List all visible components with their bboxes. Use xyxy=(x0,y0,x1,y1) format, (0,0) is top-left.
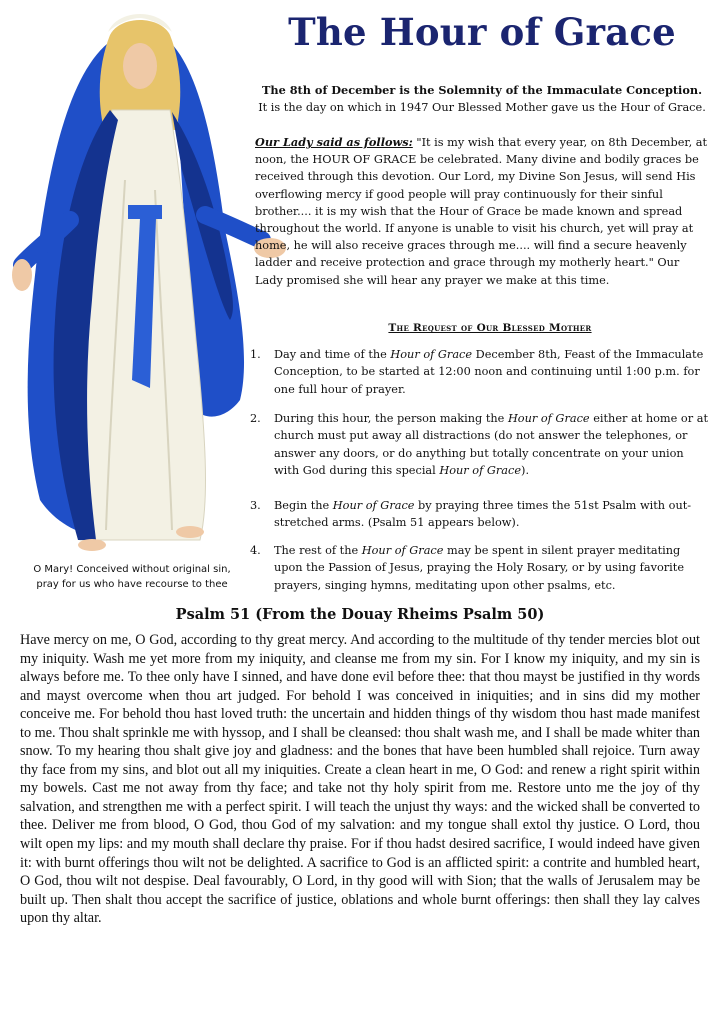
face xyxy=(123,43,157,89)
request-item-number: 2. xyxy=(250,412,261,425)
right-foot xyxy=(176,526,204,538)
psalm-heading: Psalm 51 (From the Douay Rheims Psalm 50) xyxy=(175,606,545,623)
our-lady-quote xyxy=(255,134,710,289)
blue-sash xyxy=(128,205,162,219)
psalm-text: Have mercy on me, O God, according to thy great mercy. And according to the multitude of thy tender mercies blot out my iniquity. Wash me yet more from my iniquity, and cleanse me from my sin. For I know my iniquity, and my sin is always before me. To thee only have I sinned, and have done evil before thee: that thou mayst be justified in thy words and mayst overcome when thou art judged. For behold I was conceived in iniquities; and in sins did my mother conceive me. For behold thou hast loved truth: the uncertain and hidden things of thy wisdom thou hast made manifest to me. Thou shalt sprinkle me with hyssop, and I shall be cleansed: thou shalt wash me, and I shall be made whiter than snow. To my hearing thou shalt give joy and gladness: and the bones that have been humbled shall rejoice. Turn away thy face from my sins, and blot out all my iniquities. Create a clean heart in me, O God: and renew a right spirit within my bowels. Cast me not away from thy face; and take not thy holy spirit from me. Restore unto me the joy of thy salvation, and strengthen me with a perfect spirit. I will teach the unjust thy ways: and the wicked shall be converted to thee. Deliver me from blood, O God, thou God of my salvation: and my tongue shall extol thy justice. O Lord, thou wilt open my lips: and my mouth shall declare thy praise. For if thou hadst desired sacrifice, I would indeed have given it: with burnt offerings thou wilt not be delighted. A sacrifice to God is an afflicted spirit: a contrite and humbled heart, O God, thou wilt not despise. Deal favourably, O Lord, in thy good will with Sion; that the walls of Jerusalem may be built up. Then shalt thou accept the sacrifice of justice, oblations and whole burnt offerings: then shall they lay calves upon thy altar. xyxy=(20,632,700,927)
request-item-number: 1. xyxy=(250,348,261,361)
image-caption xyxy=(14,562,250,592)
request-item-1: 1. Day and time of the Hour of Grace December 8th, Feast of the Immaculate Conception, to be started at 12:00 noon and continuing until 1:00 p.m. for one full hour of prayer. xyxy=(250,348,704,396)
request-item-3: 3. Begin the Hour of Grace by praying three times the 51st Psalm with out-stretched arms. (Psalm 51 appears below). xyxy=(250,499,692,530)
request-item-4: 4. The rest of the Hour of Grace may be spent in silent prayer meditating upon the Passion of Jesus, praying the Holy Rosary, or by using favorite prayers, singing hymns, meditating upon other psalms, etc. xyxy=(250,544,685,592)
quote-text: "It is my wish that every year, on 8th December, at noon, the HOUR OF GRACE be celebrated. Many divine and bodily graces be received through this devotion. Our Lord, my Divine Son Jesus, will send His overflowing mercy if good people will pray continuously for their sinful brother.... it is my wish that the Hour of Grace be made known and spread throughout the world. If anyone is unable to visit his church, yet will pray at home, he will also receive graces through me.... will find a secure heavenly ladder and receive protection and grace through my motherly heart." Our Lady promised she will hear any prayer we make at this time. xyxy=(255,136,708,287)
intro-line-2: It is the day on which in 1947 Our Blessed Mother gave us the Hour of Grace. xyxy=(258,101,706,114)
left-hand xyxy=(12,259,32,291)
intro-block xyxy=(248,82,716,116)
request-item-number: 4. xyxy=(250,544,261,557)
request-heading: The Request of Our Blessed Mother xyxy=(388,322,592,334)
caption-line-1: O Mary! Conceived without original sin, xyxy=(33,564,231,575)
request-item-number: 3. xyxy=(250,499,261,512)
left-foot xyxy=(78,539,106,551)
intro-line-1: The 8th of December is the Solemnity of the Immaculate Conception. xyxy=(261,83,703,97)
caption-line-2: pray for us who have recourse to thee xyxy=(36,579,228,590)
quote-lead: Our Lady said as follows: xyxy=(255,135,413,149)
page-title: The Hour of Grace xyxy=(288,10,676,54)
request-item-2: 2. During this hour, the person making the Hour of Grace either at home or at church must put away all distractions (do not answer the telephones, or answer any doors, or do anything but totally concentrate on your union with God during this special Hour of Grace). xyxy=(250,412,708,477)
